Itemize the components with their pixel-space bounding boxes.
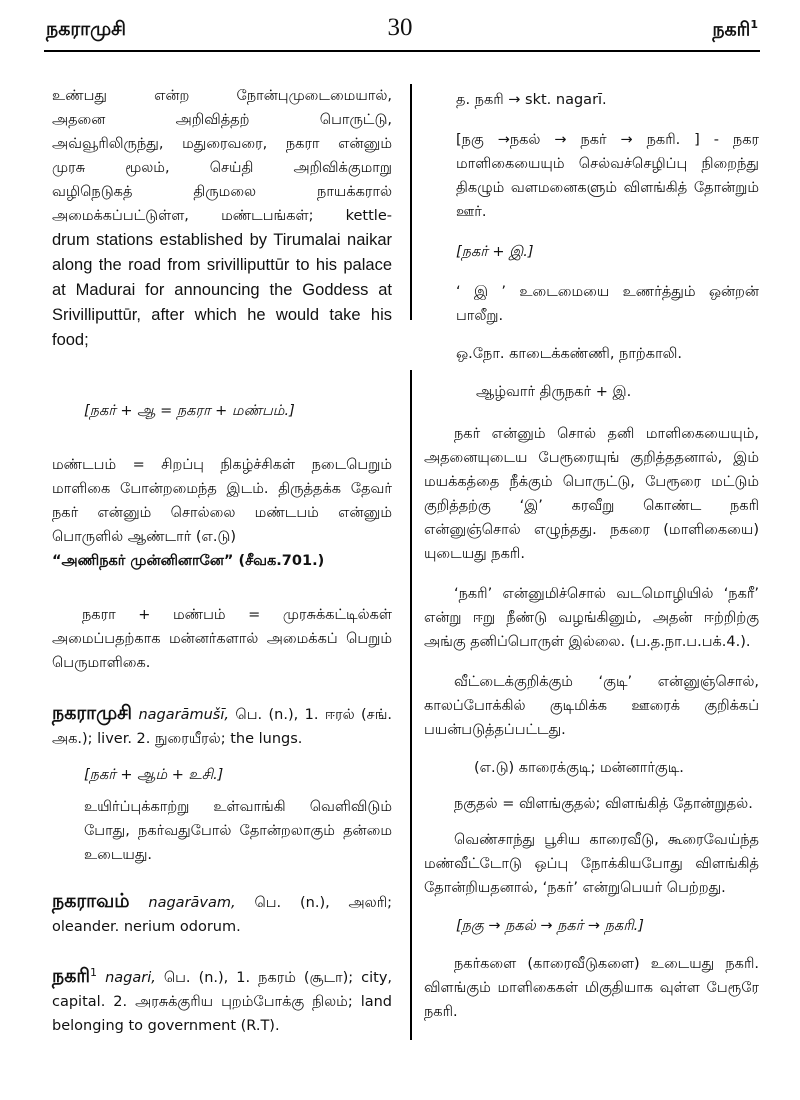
paragraph: ‘ இ ’ உடைமையை உணர்த்தும் ஒன்றன் பாலீறு. [456, 284, 759, 324]
page-header [0, 12, 800, 52]
superscript: 1 [90, 966, 98, 979]
definition: பெ. (n.), 1. ஈரல் (சங். அக.); liver. 2. நுரையீரல்; the lungs. [52, 707, 393, 747]
column-divider-bottom [410, 370, 412, 1040]
text-line: வழிநெடுகத் திருமலை நாயக்கரால் [52, 184, 392, 200]
text-line: அமைக்கப்பட்டுள்ள, மண்டபங்கள்; kettle- [52, 208, 392, 224]
cognate-note: த. நகரி → skt. nagarī. [456, 92, 607, 108]
header-right-word: நகரி$^1$ [712, 18, 758, 41]
etymology: [நகர் + இ.] [456, 244, 534, 260]
etymology-def: [நகு →நகல் → நகர் → நகரி. ] - நகர மாளிகையையும் செல்வச்செழிப்பு நிறைந்து திகழும் வளமனைகளும் விளங்கித் தோன்றும் ஊர். [456, 132, 759, 220]
transliteration: nagarāvam, [148, 895, 236, 911]
transliteration: nagarāmušī, [138, 707, 230, 723]
headword: நகராவம் [52, 890, 130, 912]
paragraph: நகர்களை (காரைவீடுகளை) உடையது நகரி. விளங்கும் மாளிகைகள் மிகுதியாக வுள்ள பேரூரே நகரி. [424, 956, 759, 1020]
text-line: அவ்வூரிலிருந்து, மதுரைவரை, நகரா என்னும் [52, 136, 392, 152]
headword: நகரி [52, 964, 91, 987]
english-gloss: drum stations established by Tirumalai naikar along the road from srivilliputtūr to his palace at Madurai for announcing the Goddess at Srivilliputtūr, after which he would take his food; [52, 231, 392, 349]
etymology: [நகு → நகல் → நகர் → நகரி.] [456, 918, 644, 934]
compare-note: ஒ.நோ. காடைக்கண்ணி, நாற்காலி. [456, 346, 683, 362]
entry-nagaravam [52, 889, 392, 939]
entry-nagari [52, 961, 392, 1038]
definition: பெ. (n.), அலரி; oleander. nerium odorum. [52, 895, 393, 935]
text-line: முரசு மூலம், செய்தி அறிவிக்குமாறு [52, 160, 392, 176]
paragraph: வீட்டைக்குறிக்கும் ‘குடி’ என்னுஞ்சொல், காலப்போக்கில் குடிமிக்க ஊரைக் குறிக்கப் பயன்படுத்தப்பட்டது. [424, 674, 759, 738]
column-divider-top [410, 84, 412, 320]
definition: பெ. (n.), 1. நகரம் (சூடா); city, capital. 2. அரசுக்குரிய புறம்போக்கு நிலம்; land belonging to government (R.T). [52, 969, 393, 1034]
paragraph: மண்டபம் = சிறப்பு நிகழ்ச்சிகள் நடைபெறும் மாளிகை போன்றமைந்த இடம். திருத்தக்க தேவர் நகர் என்னும் சொல்லை மண்டபம் என்னும் பொருளில் ஆண்டார் (எ.டு) [52, 457, 392, 545]
example: ஆழ்வார் திருநகர் + இ. [476, 384, 632, 400]
quote: “அணிநகர் முன்னினானே” (சீவக.701.) [52, 553, 325, 569]
etymology: [நகர் + ஆ = நகரா + மண்பம்.] [84, 403, 295, 419]
right-column [424, 88, 759, 1024]
left-column [52, 84, 392, 1038]
header-rule [44, 50, 760, 52]
text-line: உண்பது என்ற நோன்புமுடைமையால், [52, 88, 392, 104]
entry-continuation [52, 84, 392, 353]
example: (எ.டு) காரைக்குடி; மன்னார்குடி. [474, 760, 684, 776]
paragraph: ‘நகரி’ என்னுமிச்சொல் வடமொழியில் ‘நகரீ’ என்று ஈறு நீண்டு வழங்கினும், அதன் ஈற்றிற்கு அங்கு தனிப்பொருள் இல்லை. (ப.த.நா.ப.பக்.4.). [424, 586, 759, 650]
entry-nagaramusi [52, 701, 392, 867]
paragraph: நகர் என்னும் சொல் தனி மாளிகையையும், அதனையுடைய பேரூரையுங் குறித்ததனால், இம் மயக்கத்தை நீக்கும் பொருட்டு, பேரூரை மட்டும் குறித்தற்கு ‘இ’ கரவீறு கொண்ட நகரி என்னுஞ்சொல் எழுந்தது. நகரை (மாளிகையை) யுடையது நகரி. [424, 426, 759, 562]
description: உயிர்ப்புக்காற்று உள்வாங்கி வெளிவிடும் போது, நகர்வதுபோல் தோன்றலாகும் தன்மை உடையது. [84, 799, 392, 863]
paragraph: வெண்சாந்து பூசிய காரைவீடு, கூரைவேய்ந்த மண்வீட்டோடு ஒப்பு நோக்கியபோது விளங்கித் தோன்றியதனால், ‘நகர்’ என்றுபெயர் பெற்றது. [424, 832, 759, 896]
etymology: [நகர் + ஆம் + உசி.] [84, 767, 224, 783]
paragraph: நகுதல் = விளங்குதல்; விளங்கித் தோன்றுதல். [454, 796, 753, 812]
header-left-word: நகராமுசி [46, 18, 127, 40]
transliteration: nagari, [105, 969, 156, 986]
page-number: 30 [387, 14, 413, 41]
headword: நகராமுசி [52, 702, 133, 724]
paragraph: நகரா + மண்பம் = முரசுக்கட்டில்கள் அமைப்பதற்காக மன்னர்களால் அமைக்கப் பெறும் பெருமாளிகை. [52, 607, 392, 671]
text-line: அதனை அறிவித்தற் பொருட்டு, [52, 112, 392, 128]
